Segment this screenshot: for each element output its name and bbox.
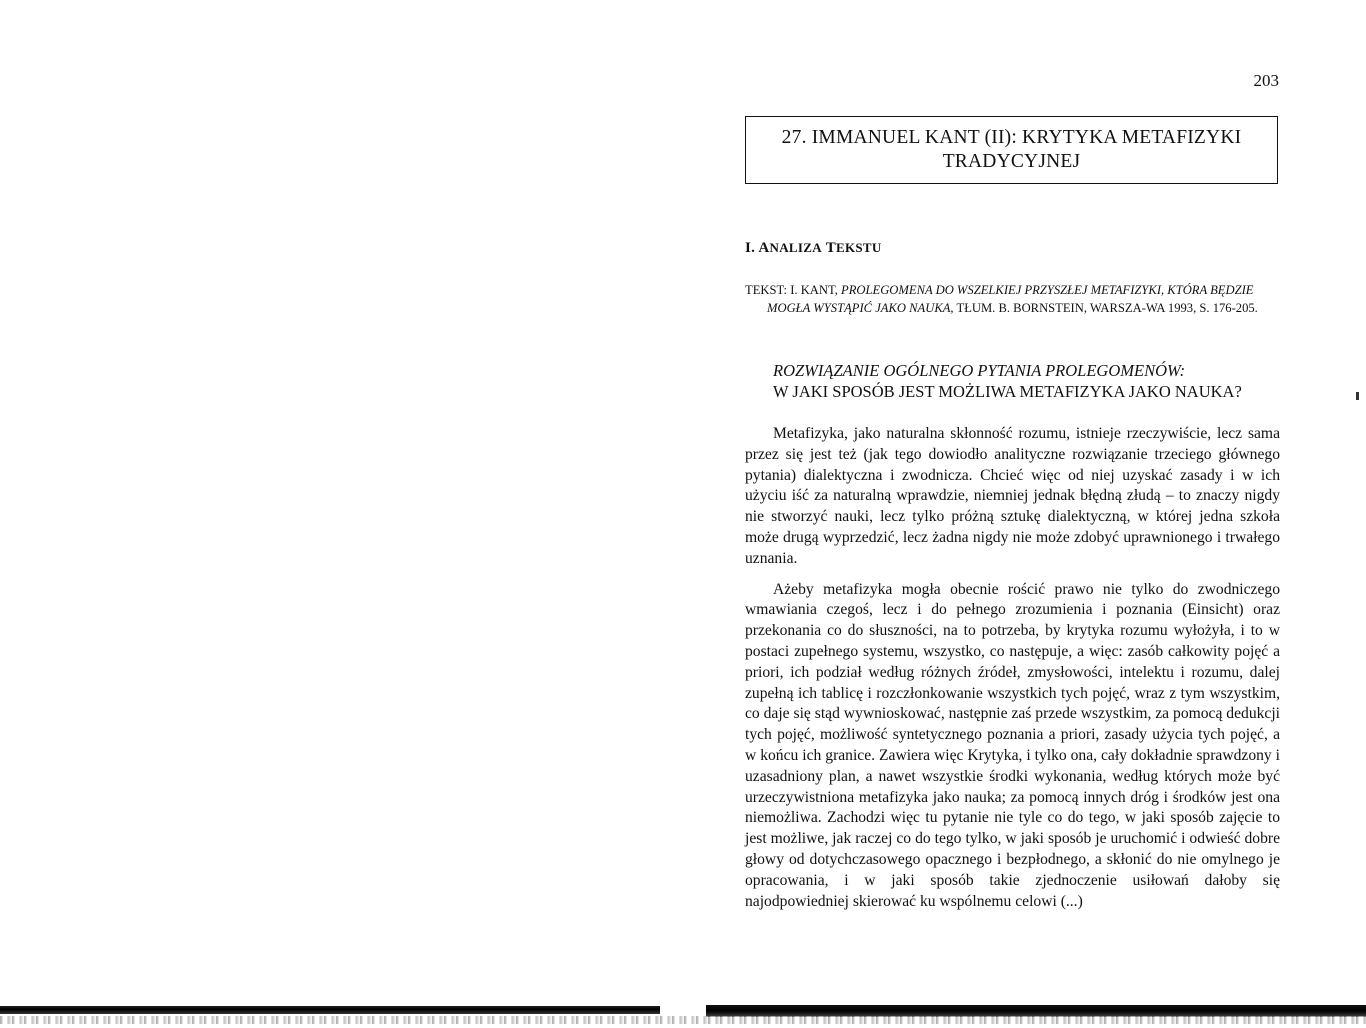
section-heading-prefix: I. A: [745, 240, 770, 256]
source-lead: TEKST: I. KANT,: [745, 283, 842, 297]
source-reference: [745, 281, 1280, 317]
chapter-title-line-2: TRADYCYJNEJ: [942, 151, 1081, 172]
section-heading-word-1: NALIZA: [769, 240, 822, 255]
section-heading-word-2: EKSTU: [836, 240, 882, 255]
body-text: [745, 424, 1280, 922]
scan-edge-mark: [1356, 392, 1359, 400]
paragraph-2: Ażeby metafizyka mogła obecnie rościć prawo nie tylko do zwodniczego wmawiania czegoś, lecz i do pełnego zrozumienia i poznania (Einsicht) oraz przekonania co do słuszności, na to potrzeba, by krytyka rozumu wyłożyła, i to w postaci zupełnego systemu, wszystko, co następuje, a więc: zasób całkowity pojęć a priori, ich podział według różnych źródeł, zmysłowości, intelektu i rozumu, dalej zupełną ich tablicę i rozczłonkowanie wszystkich tych pojęć, wraz z tym wszystkim, co daje się stąd wywnioskować, następnie zaś przede wszystkim, za pomocą dedukcji tych pojęć, możliwość syntetycznego poznania a priori, zasady użycia tych pojęć, a w końcu ich granice. Zawiera więc Krytyka, i tylko ona, cały dokładnie sprawdzony i uzasadniony plan, a nawet wszystkie środki wykonania, według których może być urzeczywistniona metafizyka jako nauka; za pomocą innych dróg i środków jest ona niemożliwa. Zachodzi więc tu pytanie nie tyle co do tego, w jaki sposób zajęcie to jest możliwe, jak raczej co do tego tylko, w jaki sposób je uruchomić i odwieść dobre głowy od dotychczasowego opacznego i bezpłodnego, a skłonić do nie omylnego je opracowania, i w jaki sposób takie zjednoczenie usiłowań dałoby się najodpowiedniej skierować ku wspólnemu celowi (...): [745, 580, 1280, 910]
excerpt-title: [773, 360, 1283, 402]
excerpt-title-italic: ROZWIĄZANIE OGÓLNEGO PYTANIA PROLEGOMENÓW:: [773, 361, 1186, 380]
paragraph-1: Metafizyka, jako naturalna skłonność rozumu, istnieje rzeczywiście, lecz sama przez się jest też (jak tego dowiodło analityczne rozwiązanie trzeciego głównego pytania) dialektyczna i zwodnicza. Chcieć więc od niej uzyskać zasady i w ich użyciu iść za naturalną wprawdzie, niemniej jednak błędną złudą – to znaczy nigdy nie stworzyć nauki, lecz tylko próżną sztukę dialektyczną, w której jedna szkoła może drugą wyprzedzić, lecz żadna nigdy nie może zdobyć uprawnionego i trwałego uznania.: [745, 425, 1280, 567]
source-tail: TŁUM. B. BORNSTEIN, WARSZA-WA 1993, S. 176-205.: [953, 301, 1258, 315]
section-heading: [745, 240, 882, 257]
source-title: PROLEGOMENA DO WSZELKIEJ PRZYSZŁEJ METAFIZYKI, KTÓRA BĘDZIE MOGŁA WYSTĄPIĆ JAKO NAUKA,: [767, 283, 1254, 315]
section-heading-word-2-initial: T: [821, 240, 837, 256]
chapter-title-box: [745, 116, 1278, 184]
excerpt-title-plain: W JAKI SPOSÓB JEST MOŻLIWA METAFIZYKA JAKO NAUKA?: [773, 382, 1242, 401]
page-number: 203: [1253, 71, 1279, 90]
chapter-title-line-1: 27. IMMANUEL KANT (II): KRYTYKA METAFIZYKI: [781, 127, 1242, 148]
scan-edge-noise: [0, 1016, 1366, 1024]
scan-edge-bar-left: [0, 1006, 660, 1014]
